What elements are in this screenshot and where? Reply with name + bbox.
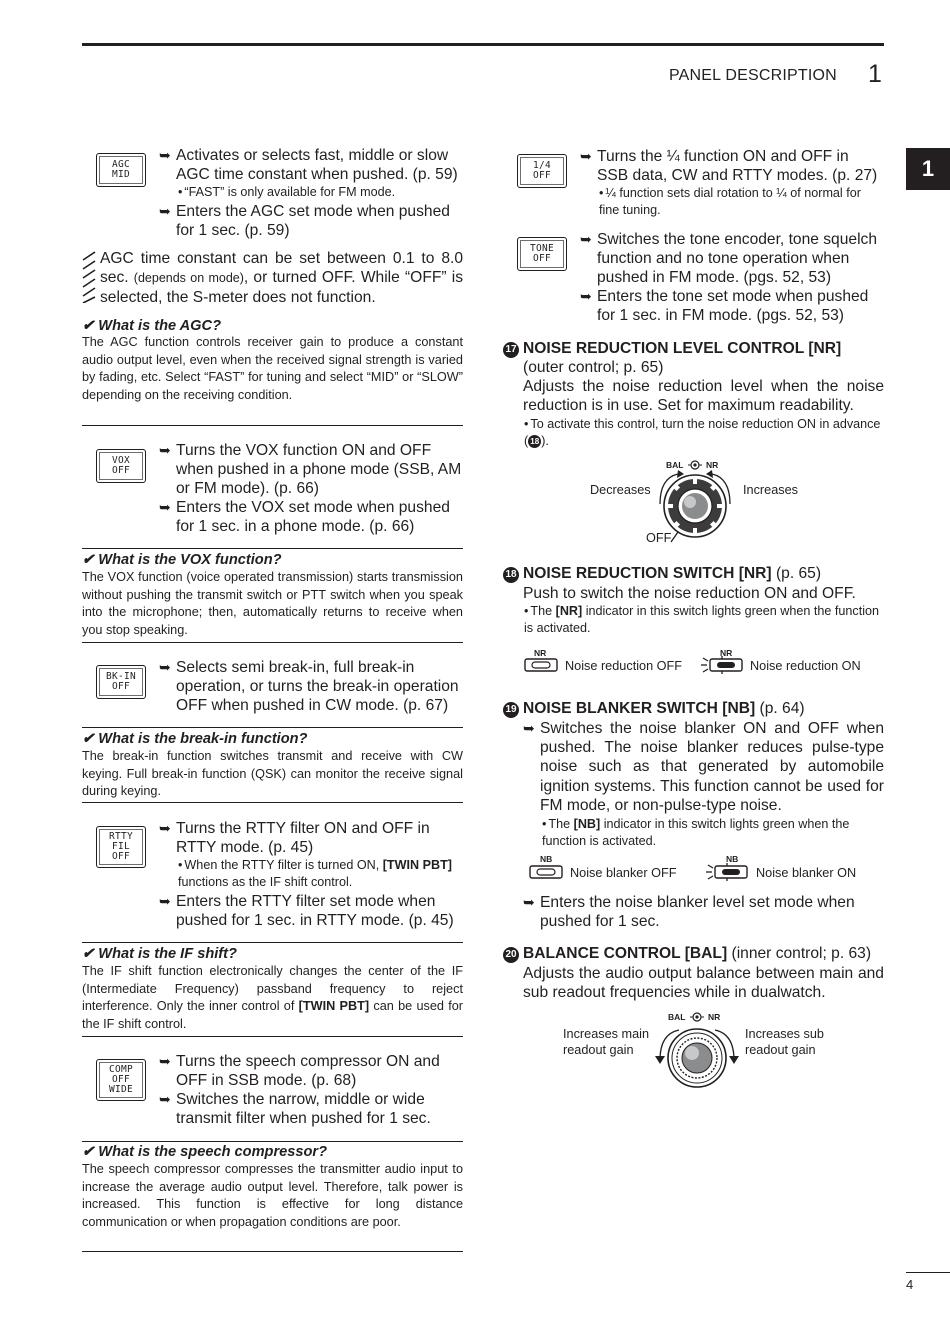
section-number-icon: 19 bbox=[503, 702, 519, 718]
section-18-note: • The [NR] indicator in this switch lights green when the function is activated. bbox=[524, 604, 880, 635]
page-number: 4 bbox=[906, 1277, 914, 1292]
divider bbox=[82, 727, 463, 728]
key-label: FIL bbox=[111, 841, 131, 852]
arrow-icon: ➥ bbox=[159, 203, 171, 219]
divider bbox=[82, 548, 463, 549]
key-label: 1/4 bbox=[532, 160, 552, 171]
section-17-note: • To activate this control, turn the noise reduction ON in advance ( 18 ). bbox=[524, 417, 881, 448]
quarter-note: • ¼ function sets dial rotation to ¼ of normal for fine tuning. bbox=[599, 186, 861, 217]
section-number-icon: 20 bbox=[503, 947, 519, 963]
key-label: OFF bbox=[532, 170, 552, 181]
rtty-question-heading: ✔ What is the IF shift? bbox=[82, 946, 237, 962]
rtty-note: • When the RTTY filter is turned ON, [TWIN PBT] functions as the IF shift control. bbox=[178, 858, 452, 889]
nb-switch-off-icon bbox=[529, 865, 563, 879]
arrow-icon: ➥ bbox=[159, 442, 171, 458]
nr-increases-label: Increases bbox=[743, 483, 799, 497]
nr-off-text: Noise reduction OFF bbox=[565, 659, 683, 673]
divider bbox=[82, 802, 463, 803]
section-number-icon: 17 bbox=[503, 342, 519, 358]
nr-switch-off-icon bbox=[524, 658, 558, 672]
chapter-tab: 1 bbox=[906, 148, 950, 190]
nr-on-text: Noise reduction ON bbox=[750, 659, 861, 673]
tone-bullet-2: ➥ Enters the tone set mode when pushed for 1 sec. in FM mode. (pgs. 52, 53) bbox=[580, 288, 869, 325]
agc-note: • “FAST” is only available for FM mode. bbox=[178, 185, 396, 199]
rtty-key-icon bbox=[96, 826, 146, 868]
section-19-bullet-1: ➥ Switches the noise blanker ON and OFF when pushed. The noise blanker reduces pulse-type noise such as that generated by automobile ignition systems. This function cannot be used for FM mode, or non-pulse-type noise. bbox=[523, 720, 884, 814]
knob-nr-label: NR bbox=[706, 460, 719, 470]
comp-key-icon bbox=[96, 1059, 146, 1101]
key-label: COMP bbox=[108, 1064, 134, 1075]
chapter-number: 1 bbox=[868, 60, 882, 88]
arrow-icon: ➥ bbox=[159, 499, 171, 515]
arrow-icon: ➥ bbox=[580, 231, 592, 247]
agc-key-icon bbox=[96, 153, 146, 187]
arrow-icon: ➥ bbox=[523, 720, 535, 736]
knob-bal-label: BAL bbox=[666, 460, 684, 470]
vox-bullet-2: ➥ Enters the VOX set mode when pushed for 1 sec. in a phone mode. (p. 66) bbox=[159, 499, 450, 536]
key-label: OFF bbox=[111, 851, 131, 862]
arrow-icon: ➥ bbox=[159, 659, 171, 675]
quarter-bullet-1: ➥ Turns the ¼ function ON and OFF in SSB data, CW and RTTY modes. (p. 27) bbox=[580, 148, 878, 185]
memo-hatch-icon bbox=[82, 251, 96, 303]
section-19-note: • The [NB] indicator in this switch lights green when the function is activated. bbox=[542, 817, 850, 848]
key-label: MID bbox=[111, 169, 131, 180]
quarter-key-icon bbox=[517, 154, 567, 188]
nb-off-text: Noise blanker OFF bbox=[570, 866, 677, 880]
nb-on-text: Noise blanker ON bbox=[756, 866, 857, 880]
comp-bullet-1: ➥ Turns the speech compressor ON and OFF in SSB mode. (p. 68) bbox=[159, 1053, 440, 1090]
key-label: TONE bbox=[529, 243, 555, 254]
comp-question-body: The speech compressor compresses the transmitter audio input to increase the average audio output level. Therefore, talk power is increased. This function is effective for long distance communication or when propagation conditions are poor. bbox=[82, 1162, 463, 1229]
comp-question-heading: ✔ What is the speech compressor? bbox=[82, 1144, 327, 1160]
agc-question-body: The AGC function controls receiver gain to produce a constant audio output level, even when the received signal strength is varied by fading, etc. Select “FAST” for tuning and select “MID” or “SLOW” depending on the receiving condition. bbox=[82, 335, 463, 402]
key-label: OFF bbox=[111, 1074, 131, 1085]
section-number-icon: 18 bbox=[503, 567, 519, 583]
page-number-rule bbox=[906, 1272, 950, 1273]
nb-switch-on-icon bbox=[705, 863, 749, 881]
nr-indicator-label: NR bbox=[720, 648, 733, 658]
arrow-icon: ➥ bbox=[159, 820, 171, 836]
section-19-bullet-2: ➥ Enters the noise blanker level set mode when pushed for 1 sec. bbox=[523, 894, 855, 931]
bkin-question-heading: ✔ What is the break-in function? bbox=[82, 731, 308, 747]
arrow-icon: ➥ bbox=[159, 1091, 171, 1107]
bal-right-label: Increases sub readout gain bbox=[745, 1027, 824, 1057]
section-20-body: Adjusts the audio output balance between main and sub readout frequencies while in dualwatch. bbox=[523, 965, 884, 1002]
knob-nr-label: NR bbox=[708, 1012, 721, 1022]
section-17-title: 17 NOISE REDUCTION LEVEL CONTROL [NR] bbox=[503, 340, 841, 358]
nr-decreases-label: Decreases bbox=[590, 483, 651, 497]
agc-memo: AGC time constant can be set between 0.1 to 8.0 sec. (depends on mode), or turned OFF. While “OFF” is selected, the S-meter does not function. bbox=[100, 250, 463, 307]
agc-bullet-2: ➥ Enters the AGC set mode when pushed for 1 sec. (p. 59) bbox=[159, 203, 450, 240]
vox-question-body: The VOX function (voice operated transmission) starts transmission without pushing the transmit switch or PTT switch when you speak into the microphone; then, automatically returns to receive when you stop speaking. bbox=[82, 570, 463, 637]
nr-switch-on-icon bbox=[700, 656, 744, 674]
section-18-body: Push to switch the noise reduction ON and OFF. bbox=[523, 585, 856, 602]
divider bbox=[82, 1036, 463, 1037]
vox-bullet-1: ➥ Turns the VOX function ON and OFF when pushed in a phone mode (SSB, AM or FM mode). (p. 66) bbox=[159, 442, 462, 498]
section-title: PANEL DESCRIPTION bbox=[669, 67, 837, 84]
key-label: OFF bbox=[111, 681, 131, 692]
rtty-bullet-2: ➥ Enters the RTTY filter set mode when pushed for 1 sec. in RTTY mode. (p. 45) bbox=[159, 893, 454, 930]
key-label: OFF bbox=[111, 465, 131, 476]
rtty-bullet-1: ➥ Turns the RTTY filter ON and OFF in RTTY mode. (p. 45) bbox=[159, 820, 430, 857]
key-label: OFF bbox=[532, 253, 552, 264]
key-label: RTTY bbox=[108, 831, 134, 842]
section-17-body: Adjusts the noise reduction level when the noise reduction is in use. Set for maximum readability. bbox=[523, 378, 884, 415]
section-20-title: 20 BALANCE CONTROL [BAL] (inner control; p. 63) bbox=[503, 945, 871, 963]
section-19-title: 19 NOISE BLANKER SWITCH [NB] (p. 64) bbox=[503, 700, 805, 718]
arrow-icon: ➥ bbox=[523, 894, 535, 910]
rtty-question-body: The IF shift function electronically changes the center of the IF (Intermediate Frequency) passband frequency to reject interference. Only the inner control of [TWIN PBT] can be used for the IF shift control. bbox=[82, 964, 464, 1031]
bkin-bullet-1: ➥ Selects semi break-in, full break-in operation, or turns the break-in operation OFF when pushed in CW mode. (p. 67) bbox=[159, 659, 459, 715]
comp-bullet-2: ➥ Switches the narrow, middle or wide transmit filter when pushed for 1 sec. bbox=[159, 1091, 431, 1128]
divider bbox=[82, 425, 463, 426]
vox-key-icon bbox=[96, 449, 146, 483]
nb-indicator-label: NB bbox=[726, 854, 739, 864]
arrow-icon: ➥ bbox=[159, 893, 171, 909]
header-rule bbox=[82, 43, 884, 46]
arrow-icon: ➥ bbox=[580, 148, 592, 164]
arrow-icon: ➥ bbox=[159, 1053, 171, 1069]
key-label: AGC bbox=[111, 159, 131, 170]
tone-key-icon bbox=[517, 237, 567, 271]
agc-bullet-1: ➥ Activates or selects fast, middle or slow AGC time constant when pushed. (p. 59) bbox=[159, 147, 458, 184]
arrow-icon: ➥ bbox=[159, 147, 171, 163]
arrow-icon: ➥ bbox=[580, 288, 592, 304]
nr-indicator-label: NR bbox=[534, 648, 547, 658]
bal-knob-icon bbox=[646, 1008, 746, 1090]
bkin-question-body: The break-in function switches transmit and receive with CW keying. Full break-in function (QSK) can monitor the receive signal during keying. bbox=[82, 749, 463, 799]
key-label: BK-IN bbox=[105, 671, 137, 682]
divider bbox=[82, 642, 463, 643]
tone-bullet-1: ➥ Switches the tone encoder, tone squelch function and no tone operation when pushed in FM mode. (pgs. 52, 53) bbox=[580, 231, 878, 287]
section-18-title: 18 NOISE REDUCTION SWITCH [NR] (p. 65) bbox=[503, 565, 821, 583]
section-17-sub: (outer control; p. 65) bbox=[523, 359, 664, 376]
vox-question-heading: ✔ What is the VOX function? bbox=[82, 552, 282, 568]
nb-indicator-label: NB bbox=[540, 854, 553, 864]
knob-bal-label: BAL bbox=[668, 1012, 686, 1022]
bal-left-label: Increases main readout gain bbox=[563, 1027, 650, 1057]
bkin-key-icon bbox=[96, 665, 146, 699]
agc-question-heading: ✔ What is the AGC? bbox=[82, 318, 221, 334]
key-label: VOX bbox=[111, 455, 131, 466]
key-label: WIDE bbox=[108, 1084, 134, 1095]
divider bbox=[82, 942, 463, 943]
divider bbox=[82, 1251, 463, 1252]
nr-off-label: OFF bbox=[646, 531, 672, 545]
